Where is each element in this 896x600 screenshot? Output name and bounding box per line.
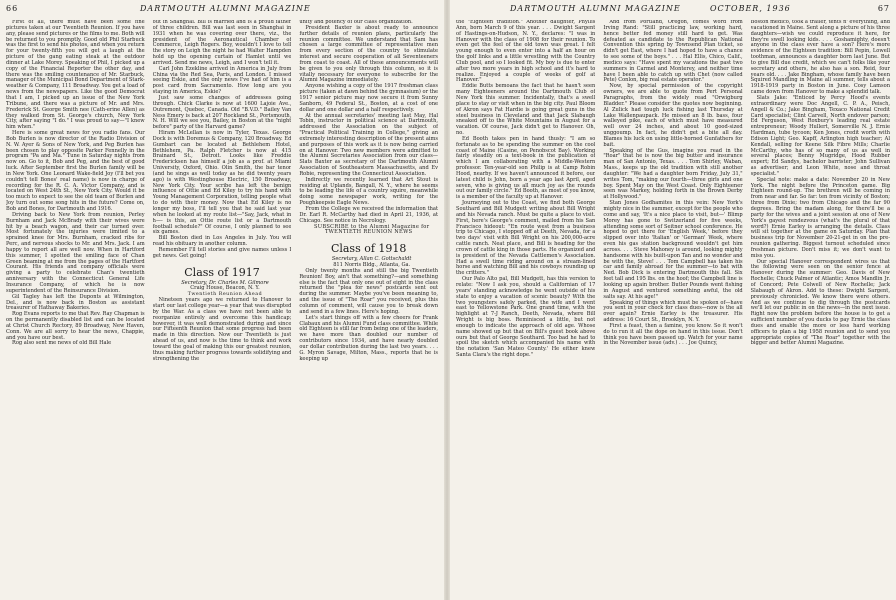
- paragraph: Speaking of the Gus, imagine you read in the "Roar" that he is now the big butter and insurance man of San Antonio, Texas. . . . Tom Shirley, Waban, Mass., keeps up the old tradition with still another daughter: "We had a daughter born Friday, July 31," writes Tom, "making our fourth—three girls and one boy. Spent May on the West Coast. Only Eighteener seen was Markey, holding forth in the Brown Derby at Hollywood.": [603, 147, 743, 201]
- paragraph: Speaking of things which must be spoken of—have you sent in your check for class dues—now is the all over again? Ernie Earley is the treasurer. His address: 16 Court St., Brooklyn, N. Y.: [603, 299, 743, 324]
- paragraph: From the College we received the information that Dr. Earl R. McCarthy had died in April 21, 1936, at Chicago. See notice in Necrology.: [299, 206, 439, 224]
- paragraph: Remember I'll tell stories and give names unless I get news. Get going!: [152, 246, 292, 259]
- subscribe-notice: SUBSCRIBE to the Alumni Magazine for TWENTIETH REUNION NEWS: [313, 223, 430, 236]
- paragraph: Journeying out to the Coast, we find both George Southard and Bill Mudgett writing about Bill Wright and his Nevada ranch. Must be quite a place to visit. First, here's George's comment, mailed from his San Francisco hideout: "En route west from a business trip to Chicago, I stopped off at Deeth, Nevada, for a two days' visit with Bill Wright on his 200,000-acre cattle ranch. Neat place, and Bill is heading for the crown of cattle king in those parts. He organized and is president of the Nevada Cattlemen's Association. Had a swell time riding around on a stream-lined horse and watching Bill and his cowboys rounding up the critters.": [456, 200, 596, 277]
- left-columns: [6, 20, 438, 596]
- paragraph: First of all, there must have been some fine pictures taken at our Twentieth Reunion. If you have any, please send pictures or the films to me. Both will be returned to you promptly. Good old Phil Starbuck was the first to send his photos, and when you return for your twenty-fifth you will get a laugh at the picture of the gang eating steak at the outdoor dinner at Lake Morey. Speaking of Phil, I picked up a copy of the Financial Reporter the other day, and there was the smiling countenance of Mr. Starbuck, manager of the Municipal Bond Department of Stark-weather & Company, 111 Broadway. You get a load of news from the newspapers. Like the good Democrat that I am, I picked up an issue of the New York Tribune, and there was a picture of Mr. and Mrs. Frederick St. George Smith nee (Cath-erine Allen) as they walked from St. George's church, New York City, after saying "I do." I was proud to say—"I knew him when.": [6, 20, 145, 131]
- paragraph: And from Portland, Oregon, comes word from Irving Rand: "Still practicing law, working hard, hence better fed money still hard to get. Was defeated as candidate to the Republican National Convention this spring by Townsend Plan ticket, so didn't get East, where I had hoped to have a chance to see some of the boys." . . . Hal Ellis, Chico, Calif., medico says: "Have spent my vacations the past two summers in Carmel and Monterey, and neither time have I been able to catch up with Chet (now called Pete) Conlon, big real estate operator.": [603, 20, 743, 84]
- paragraph: Eddie Butts bemoans the fact that he hasn't seen many Eighteeners around the Dartmouth Club of New York this summer. Incidentally, that's a swell place to stay or visit when in the big city. Paul Bloom of Akron says Fat Hardie is going great guns in the steel business in Cleveland and that Jack Slabaugh sneaked off to the White Mountains in August for a vacation. Of course, Jack didn't get to Hanover. Oh, no.: [456, 83, 596, 137]
- paragraph: Rog also sent me news of old Bill Hale: [12, 340, 112, 347]
- right-page: [450, 0, 896, 600]
- class-1918-secretary: Secretary, Allan C. Gottschaldt: [331, 256, 412, 263]
- paragraph: First a feast, then a famine, you know. So it won't do to run it all the dope on hand in this issue. Don't think you have been passed up. Watch for your name in the November issue (adv.) . . . Joe Quincy,: [603, 322, 743, 347]
- paragraph: Boston medico, took a trailer, tents n' everything, and vacationed in Maine. Sent along a picture of his three daughters—wish we could reproduce it here, for they're swell looking kids. . . . Goshamighty, doesn't anyone in the class ever have a son? Here's more evidence of the Eighteen tradition: Bill Pepin, Lowell toothman, announces a daughter born last June. But to give Bill due credit, which we can't folks like your secretary and others, he also has a son. Reid, four years old. . . . Jake Bingham, whose family have been Squired Mandling in Maine all summer, tells about a 1918-1919 party in Boston in June. Cosy Lamson came down from Hanover to make a splendid talk.: [750, 20, 890, 96]
- column-3: [299, 20, 438, 596]
- paragraph: out in Shanghai. Bill is married and is a proud father of three children. Bill was last seen in Shanghai in 1931 when he was covering over there, viz., the president of the Aeronautical Chamber of Commerce, Leigh Rogers. Boy, wouldn't I love to tell the story on Leigh the night he had Walter Hampden hold up the opening curtain of Hamlet until we arrived. Send me news, Leigh, and I won't tell it.: [152, 20, 292, 66]
- running-head: DARTMOUTH ALUMNI MAGAZINE: [510, 4, 681, 13]
- paragraph: unity and potency of our class organization.: [299, 20, 413, 25]
- paragraph: Now, by special permission of the copyright owners, we are able to quote from Pert Personal Paragraphs, from the widely read "Orwigburg Bladder." Please consider the quotes now beginning. Al Zulick had tough luck fishing last Thursday at Lake Wallenpaupack. He missed an 8 lb. bass, four walleyed pike, each of which must have measured well over 24 inches, and about 10 good-sized unggoump. In fact, he didn't get a bite all day. Blames his luck on using little-horned Gunfathers for bait.: [603, 83, 743, 148]
- right-columns: [456, 20, 890, 596]
- page-number: 66: [6, 4, 19, 13]
- paragraph: Hiram McLellan is now in Tyler, Texas. George Dock is with Doremus & Company, 120 Broadway. Ed Gumbart can be located at Bethlehem Hotel, Bethlehem, Pa. Ralph Fletcher is now at 415 Brainard St., Detroit. Looks like Freddie Fredericksen has himself a job as a prof. at Miami University, Oxford, Ohio. Olin Smith, the bar tenor (and he sings as well today as he did twenty years ago) is with Westinghouse Electric, 150 Broadway, New York City. Your scribe has left the benign influence of Ottie and Ed Kiley to try his hand with Young Management Corporation, telling people what to do with their money. Now that Ed Kiley is no longer my boss, I'll tell you that he said last year when he looked at my route list—"Say, Jack, what in h—- is this, an Ottie route list or a Dartmouth football schedule?" Of course, I only planned to see six games.: [152, 130, 292, 236]
- paragraph: Rog Evans reports to me that Rev. Ray Chapman is on the permanently disabled list and can be located at Christ Church Rectory, 89 Broadway, New Haven, Conn. We are all sorry to hear the news, Chappie, and you have our best.: [6, 311, 145, 341]
- paragraph: Driving back to New York from reunion, Perley Burnham and Jack McBrady with their wives were hit by a beach wagon, and their car turned over. Most fortunately the injuries were limited to a sprained knee for Mrs. Burnham, cracked ribs for Perc, and nervous shocks to Mr. and Mrs. Jack. I am happy to report all are well now. When in Hartford this summer, I spotted the smiling face of Chan Green beaming at me from the pages of the Hartford Courant. His friends and company officials were giving a party to celebrate Chan's twentieth anniversary with the Connecticut General Life Insurance Company, of which he is now superintendent of the Reinsurance Division.: [6, 211, 145, 294]
- paragraph: Anyone wishing a copy of the 1917 freshman class picture (taken at dawn behind the gymnasium) or the 1917 senior picture may now secure it from Sunny Sanborn, 49 Federal St., Boston, at a cost of one dollar and one dollar and a half respectively.: [299, 83, 439, 113]
- column-3: [751, 20, 890, 596]
- paragraph: Bill Boston died in Los Angeles in July. You will read his obituary in another column.: [152, 235, 292, 248]
- paragraph: Just saw some changes of addresses going through. Chick Clarke is now at 1600 Lajoie Ave., Outremont, Quebec, Canada. Old "B.V.D." Bailey Van Ness Emery is back at 207 Rockland St., Portsmouth, N. H. Will we see you, Bailey, in Boston at the "night before" party of the Harvard game?: [152, 94, 292, 131]
- paragraph: Nineteen years ago we returned to Hanover to start our last college year—a year that was disrupted by the War. As a class we have not been able to reorganize entirely and overcome this handicap; however, it was well demonstrated during and since our Fifteenth Reunion that some progress had been made in this direction. Now our Twentieth is just ahead of us, and now is the time to think and work toward the goal of making this our greatest reunion, thus making further progress towards solidifying and strengthening the: [152, 297, 292, 362]
- column-2: [603, 20, 742, 596]
- paragraph: Stan Jones Godhamites in this vein: New York's mighty nice in the summer, except for the people who come and say, 'It's a nice place to visit, but—' Blimp Morey has gone to Switzerland for five weeks, attending some sort of Seitner school conference. He hoped to get there for 'English Week,' before they slipped over into 'Italian' or 'German' Week, where even his gas station background wouldn't get him across. . . . Steve Mahoney is around, looking mighty handsome with his built-upon Tan and no wonder and be with the, Steve! . . . Tom Campbell has taken his car and family abroad for the summer—to bat with Ned. Bob Dick is entering Dartmouth this fall. Six feet tall and 195 lbs. on the hoof; the Campbell line is looking up again brother. Butler Pounds went fishing in August and ventured something awful, the old salts say. At his age!": [603, 200, 743, 300]
- paragraph: Ed Booth takes pen in hand thusly: "I am so fortunate as to be spending the summer on the cool coast of Maine (Casine, on Penobscot Bay). Working fairly steadily on a text-book in the publication of which I am collaborating with a Middle-Western professor. Ten-year-old son Philip is at Camp Robin Hood, nearby. If we haven't announced it before, our latest child is John, born a year ago last April, aged seven, who is giving us all much joy as the rounds out our family circle." Ed Booth, as most of you know, is a member of the faculty up at Hanover.: [456, 135, 596, 201]
- column-1: [6, 20, 145, 596]
- class-1917-secretary: Secretary, Dr. Charles M. Gilmore: [181, 279, 269, 286]
- class-1917-reunion-heading: Twentieth Reunion Ahead: [187, 292, 263, 298]
- class-1918-address: 811 Norris Bldg., Atlanta, Ga.: [333, 262, 411, 269]
- paragraph: Here is some great news for you radio fans. Our Bob Burlen is now director of the Radio Division of N. W. Ayer & Sons of New York, and Peg Burlen has been chosen to play opposite Parker Fennelly in the program "Pa and Ma." Tune in Saturday nights from now on. Go to it, Bob and Peg, and the best of good luck. After September first the Burlen family will be in New York. One Leonard Wake-field Joy (I'll bet you couldn't tell Bones' real name) is now in charge of recording for the R. C. A. Victor Company, and is located on West 24th St., New York City. Would it be too much to expect to see the old team of Burlen and Joy turn out some song hits in the future? Come on, Bob and Bones, for Dartmouth and 1916.: [6, 130, 145, 212]
- paragraph: Our special Hanover correspondent wires us that the following were seen on the senior fence at Hanover during the summer: Geo. Davis of New Rochelle; Chuck Palmer of Atlantic; Amos Mandlin Jr. of Concord; Pete Colwell of New Rochelle; Jack Slabaugh of Akron. Add to these: Dwight Sargent, previously chronicled. We know there were others. And as we continue to dig through the postcards we'll let our public in on the news—in the next issue. Right now the problem before the house is to get a sufficient number of you ducks to pay Ernie the class dues and enable the more or less hard working officers to plan a big 1958 reunion and to send you appropriate copies of "The Roar" together with the bigger and better Alumni Magazine.: [750, 258, 890, 347]
- left-page: [0, 0, 444, 600]
- class-1918-heading: Class of 1918: [330, 242, 407, 256]
- paragraph: Our Palo Alto pal, Bill Mudgett, has this version to relate: "Now I ask you, should a Californian of 17 years' standing acknowledge he went outside of his state to enjoy a vacation of scenic beauty? With the two youngsters safely parked, the wife and I went east to Yellowstone Park. One grand time, with the highlight at 7-J Ranch, Deeth, Nevada, where Bill Wright is big boss. Reminisced a little, but not enough to indicate the approach of old age. Whose name showed up but that on Bill's guest book above ours but that of George Southard. Too bad he had to spoil the sketch which accompanied his name with the notation 'San Mateo County.' He either knew Santa Clara's the right dope.": [456, 276, 596, 359]
- class-1917-heading: Class of 1917: [184, 265, 260, 279]
- paragraph: Special note: make a date: November 20 in New York. The night before the Princeton game. Big Eighteen round-up. The brethren will be coming in from near and far. So far: ten from vicinity of Boston; three from Dixie; two from Chicago and the far 90 degrees. Bring the madam along, for there'll be a party for the wives and a joint session at one of New York's gayest rendezvous (what's the plural of that word?) Ernie Earley is arranging the details. Class will sit together at the game on Saturday. Plan that business trip for November 20-21-get in on the pre-reunion gathering. Biggest turnout scheduled since freshman picture. Don't miss it; we don't want to miss you.: [750, 176, 890, 259]
- issue-date: OCTOBER, 1936: [710, 4, 791, 13]
- paragraph: Only twenty months and still the big Twentieth Reunion! Boy, ain't that something?—and something else is the fact that only one out of eight in the class returned the "plea for news" postcards sent out during the summer. Maybe you've been meaning to, and the issue of "The Roar" you received, plus this column of comment, will cause you to break down and send in a few lines. Here's hoping.: [299, 267, 439, 315]
- paragraph: Slats Jake: "Enticed by Percy Hood's events extraordinary were Doc Angell, C. P. A., Peisch, Angell & Co.; Jake Bingham, Texaco National Credit Card specialist; Clint Carvell, North endover parson; Ed Ferguson, West Roxbury's leading real estate entrepreneur; Woody Hullert, Somerville N. J. Ernie Hardman, tube tycoon; Ken Jones, credit worth with Edison Light; Geo. Kapff, Arlington high teacher; Al Kendall, selling for Keene Silk Fibre Mills; Charlie McCarthy, who has of so many of us as well in several places; Benny Mugridge, Hood Rubber expert; Ed Sandys, bachelor barrister; John Sullivan as advertiser; and Leon White, nose and throat specialist.": [750, 94, 890, 177]
- column-2: [153, 20, 292, 596]
- paragraph: Let's start things off with a few cheers for Frank Clabaux and his Alumni Fund class committee. While old Eighteen is still far from being one of the leaders, we have more than doubled our number of contributors since 1934, and have nearly doubled our dollar contribution during the last two years. . . . G. Myron Savage, Milton, Mass., reports that he is keeping up: [299, 314, 439, 362]
- running-head: DARTMOUTH ALUMNI MAGAZINE: [140, 4, 311, 13]
- page-number: 67: [877, 4, 890, 13]
- paragraph: President Baxter is about ready to announce further details of reunion plans, particularly the reunion committee. We understand that Sam has chosen a large committee of representative men from every section of the country to stimulate interest and secure cooperation of all Seventeeners from coast to coast. All of these announcements will be given to you only through this column, so it is vitally necessary for everyone to subscribe for the Alumni Magazine immediately.: [299, 24, 439, 84]
- paragraph: Carl John Ezekline arrived in America in July from China via the Red Sea, Paris, and London. I missed seeing Eskie, and the only news I've had of him is a post card from Sacramento. How long are you staying in America, Eskie?: [152, 65, 292, 96]
- right-page-header: [450, 4, 896, 16]
- paragraph: Indirectly we recently learned that Art Stout is residing at Uplands, Bangall, N. Y., where he seems to be leading the life of a country squire, meanwhile doing some newspaper work, writing for the Poughkeepsie Eagle News.: [299, 176, 439, 207]
- column-1: [456, 20, 595, 596]
- left-page-header: [0, 4, 444, 16]
- paragraph: the "Eighteen tradition." Another daughter, Phyllis Ann, born March 9 of this year. . . . Dwight Sargent of Hastings-on-Hudson, N. Y., declares: "I was in Hanover with the class of 1908 for their reunion. To even get the feel of the old town was great. I felt young enough to even enter into a half an hour on the golf links and a little wrestling with the Country Club pool, and so I looked fit. My boy is due to enter after two more years in high school and it's hard to realize. Enjoyed a couple of weeks of golf at Hanover.": [456, 20, 596, 84]
- paragraph: At the annual secretaries' meeting last May, Hal Tobin, instructor in political science at Dartmouth, addressed the Association on the subject of "Practical Political Training in College," giving an extremely interesting description of the present aims and purposes of this work as it is now being carried on at Hanover. Two new members were admitted to the Alumni Secretaries Association from our class—Slats Baxter as secretary of the Dartmouth Alumni Association of Southeastern Massachusetts, and Ev Robie, representing the Connecticut Association.: [299, 112, 439, 177]
- paragraph: Gil Tagley has left the Duponts at Wilmington, Del., and is now back in Boston as assistant treasurer of Hathaway Bakeries.: [6, 293, 145, 312]
- class-1917-address: Craig House, Beacon, N. Y.: [190, 285, 260, 292]
